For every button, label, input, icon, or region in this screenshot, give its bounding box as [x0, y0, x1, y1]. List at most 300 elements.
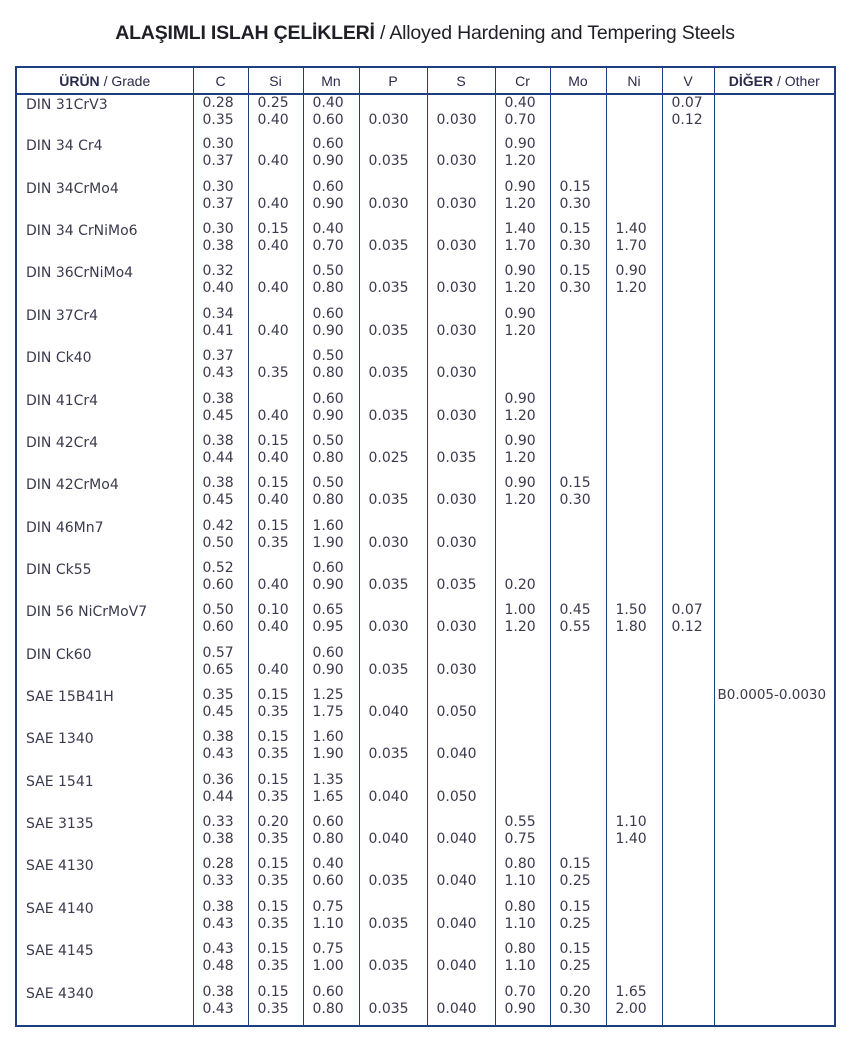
- max-value: 1.20: [504, 153, 536, 170]
- min-value: [672, 645, 714, 662]
- max-value: 1.90: [312, 534, 344, 551]
- ni-cell: [606, 475, 662, 517]
- ni-cell: [606, 899, 662, 941]
- min-value: 0.15: [559, 856, 591, 873]
- min-value: [672, 814, 714, 831]
- min-value: [437, 941, 495, 958]
- min-value: [616, 391, 662, 408]
- max-value: 1.10: [312, 915, 344, 932]
- other-cell: [714, 729, 835, 771]
- min-value: [437, 263, 495, 280]
- grade-cell: SAE 4130: [16, 856, 193, 898]
- min-value: 0.50: [202, 602, 234, 619]
- min-value: [672, 772, 714, 789]
- max-value: [718, 238, 835, 255]
- min-value: 0.80: [504, 856, 536, 873]
- min-value: [369, 348, 427, 365]
- other-cell: [714, 136, 835, 178]
- max-value: [672, 831, 714, 848]
- min-value: 0.40: [312, 856, 344, 873]
- min-value: 0.52: [202, 559, 234, 576]
- max-value: 0.035: [368, 492, 409, 509]
- min-value: 0.38: [202, 475, 234, 492]
- min-value: 0.15: [559, 178, 591, 195]
- min-value: 0.15: [559, 941, 591, 958]
- table-row: [16, 602, 835, 644]
- ni-cell: [606, 518, 662, 560]
- cr-cell: [495, 687, 550, 729]
- c-cell: [193, 984, 248, 1026]
- max-value: 1.20: [504, 195, 536, 212]
- min-value: [258, 263, 303, 280]
- max-value: 0.035: [368, 280, 409, 297]
- grade-cell: SAE 15B41H: [16, 687, 193, 729]
- mn-cell: [303, 475, 359, 517]
- si-cell: [248, 179, 303, 221]
- grade-cell: DIN 42CrMo4: [16, 475, 193, 517]
- p-cell: [359, 602, 427, 644]
- table-row: [16, 687, 835, 729]
- c-cell: [193, 729, 248, 771]
- v-cell: [662, 772, 714, 814]
- mo-cell: [550, 899, 606, 941]
- v-cell: [662, 814, 714, 856]
- grade-cell: DIN 46Mn7: [16, 518, 193, 560]
- min-value: 0.65: [312, 602, 344, 619]
- other-cell: [714, 856, 835, 898]
- min-value: 0.50: [312, 348, 344, 365]
- grade-cell: SAE 4340: [16, 984, 193, 1026]
- min-value: 0.15: [559, 263, 591, 280]
- max-value: 0.030: [436, 238, 477, 255]
- min-value: [672, 941, 714, 958]
- p-cell: [359, 856, 427, 898]
- column-header-v: V: [662, 67, 714, 94]
- max-value: [616, 153, 662, 170]
- max-value: 0.50: [202, 534, 234, 551]
- min-value: [437, 391, 495, 408]
- max-value: 0.40: [257, 449, 289, 466]
- max-value: 0.55: [559, 619, 591, 636]
- v-cell: [662, 899, 714, 941]
- v-cell: [662, 433, 714, 475]
- max-value: [616, 323, 662, 340]
- max-value: 0.035: [368, 407, 409, 424]
- max-value: 0.030: [368, 195, 409, 212]
- max-value: 0.025: [368, 449, 409, 466]
- max-value: 0.90: [312, 153, 344, 170]
- cr-cell: [495, 645, 550, 687]
- min-value: [616, 941, 662, 958]
- other-cell: [714, 433, 835, 475]
- other-cell: [714, 814, 835, 856]
- cr-cell: [495, 348, 550, 390]
- min-value: 0.40: [312, 221, 344, 238]
- v-cell: [662, 475, 714, 517]
- min-value: [616, 645, 662, 662]
- max-value: 1.75: [312, 704, 344, 721]
- table-row: [16, 136, 835, 178]
- other-cell: [714, 263, 835, 305]
- max-value: [718, 1001, 835, 1018]
- s-cell: [427, 560, 495, 602]
- si-cell: [248, 136, 303, 178]
- mn-cell: [303, 306, 359, 348]
- min-value: 0.38: [202, 729, 234, 746]
- min-value: 0.15: [257, 729, 289, 746]
- max-value: 0.030: [436, 661, 477, 678]
- min-value: [672, 729, 714, 746]
- min-value: [437, 729, 495, 746]
- max-value: 0.35: [257, 534, 289, 551]
- cr-cell: [495, 941, 550, 983]
- max-value: [718, 619, 835, 636]
- min-value: B0.0005-0.0030: [717, 687, 827, 704]
- max-value: 0.030: [436, 492, 477, 509]
- grade-cell: DIN Ck55: [16, 560, 193, 602]
- max-value: 0.20: [504, 576, 536, 593]
- min-value: [437, 984, 495, 1001]
- v-cell: [662, 518, 714, 560]
- c-cell: [193, 941, 248, 983]
- v-cell: [662, 136, 714, 178]
- min-value: [672, 687, 714, 704]
- c-cell: [193, 602, 248, 644]
- min-value: [560, 95, 606, 112]
- max-value: [560, 662, 606, 679]
- min-value: [616, 348, 662, 365]
- min-value: 1.40: [504, 221, 536, 238]
- min-value: [369, 814, 427, 831]
- ni-cell: [606, 941, 662, 983]
- max-value: [672, 873, 714, 890]
- min-value: [505, 645, 550, 662]
- min-value: [437, 179, 495, 196]
- min-value: [437, 899, 495, 916]
- s-cell: [427, 306, 495, 348]
- si-cell: [248, 433, 303, 475]
- max-value: 0.12: [671, 112, 703, 128]
- min-value: [616, 475, 662, 492]
- c-cell: [193, 899, 248, 941]
- si-cell: [248, 475, 303, 517]
- max-value: 1.00: [312, 958, 344, 975]
- min-value: 0.15: [559, 221, 591, 238]
- si-cell: [248, 941, 303, 983]
- table-header-row: [16, 67, 835, 94]
- min-value: [718, 475, 835, 492]
- max-value: [505, 535, 550, 552]
- max-value: 0.035: [368, 238, 409, 255]
- si-cell: [248, 602, 303, 644]
- min-value: 0.25: [257, 95, 289, 111]
- min-value: [560, 348, 606, 365]
- min-value: 0.50: [312, 263, 344, 280]
- max-value: [616, 916, 662, 933]
- max-value: [560, 704, 606, 721]
- mo-cell: [550, 518, 606, 560]
- max-value: [560, 112, 606, 129]
- max-value: 0.030: [436, 619, 477, 636]
- mo-cell: [550, 602, 606, 644]
- max-value: 0.30: [559, 1000, 591, 1017]
- min-value: [369, 602, 427, 619]
- table-row: [16, 772, 835, 814]
- min-value: 1.00: [504, 602, 536, 619]
- max-value: 0.80: [312, 831, 344, 848]
- mo-cell: [550, 941, 606, 983]
- min-value: [560, 136, 606, 153]
- min-value: 0.80: [504, 941, 536, 958]
- max-value: 0.37: [202, 153, 234, 170]
- max-value: [616, 704, 662, 721]
- min-value: [505, 687, 550, 704]
- cr-cell: [495, 899, 550, 941]
- ni-cell: [606, 729, 662, 771]
- cr-cell: [495, 433, 550, 475]
- max-value: [560, 535, 606, 552]
- other-cell: [714, 94, 835, 136]
- ni-cell: [606, 814, 662, 856]
- mo-cell: [550, 687, 606, 729]
- max-value: [672, 365, 714, 382]
- p-cell: [359, 814, 427, 856]
- min-value: 1.40: [615, 221, 647, 238]
- other-cell: [714, 687, 835, 729]
- max-value: [672, 196, 714, 213]
- mn-cell: [303, 984, 359, 1026]
- max-value: 0.12: [671, 619, 703, 636]
- min-value: [718, 602, 835, 619]
- mo-cell: [550, 263, 606, 305]
- min-value: [369, 772, 427, 789]
- p-cell: [359, 899, 427, 941]
- max-value: 1.20: [504, 449, 536, 466]
- ni-cell: [606, 602, 662, 644]
- s-cell: [427, 729, 495, 771]
- s-cell: [427, 856, 495, 898]
- max-value: 0.75: [504, 831, 536, 848]
- ni-cell: [606, 433, 662, 475]
- v-cell: [662, 941, 714, 983]
- max-value: 0.40: [202, 280, 234, 297]
- mn-cell: [303, 263, 359, 305]
- max-value: [718, 535, 835, 552]
- mo-cell: [550, 391, 606, 433]
- steel-composition-table: [15, 66, 836, 1027]
- max-value: 0.035: [436, 576, 477, 593]
- min-value: [718, 645, 835, 662]
- max-value: [672, 323, 714, 340]
- v-cell: [662, 391, 714, 433]
- max-value: 1.10: [504, 915, 536, 932]
- min-value: 0.90: [504, 305, 536, 322]
- max-value: 0.80: [312, 365, 344, 382]
- max-value: 0.40: [257, 492, 289, 509]
- max-value: 0.43: [202, 746, 234, 763]
- c-cell: [193, 475, 248, 517]
- min-value: [437, 221, 495, 238]
- cr-cell: [495, 814, 550, 856]
- p-cell: [359, 263, 427, 305]
- max-value: 0.035: [436, 449, 477, 466]
- ni-cell: [606, 306, 662, 348]
- max-value: 0.035: [368, 153, 409, 170]
- max-value: 0.35: [257, 873, 289, 890]
- min-value: [616, 856, 662, 873]
- min-value: [560, 560, 606, 577]
- min-value: 0.40: [504, 95, 536, 111]
- min-value: 0.60: [312, 178, 344, 195]
- max-value: [672, 492, 714, 509]
- max-value: 0.040: [368, 704, 409, 721]
- table-row: [16, 348, 835, 390]
- min-value: [718, 984, 835, 1001]
- max-value: [560, 450, 606, 467]
- min-value: [718, 95, 835, 112]
- max-value: [672, 789, 714, 806]
- min-value: 0.07: [671, 95, 703, 111]
- p-cell: [359, 348, 427, 390]
- table-row: [16, 941, 835, 983]
- max-value: [616, 196, 662, 213]
- min-value: 0.60: [312, 644, 344, 661]
- min-value: [672, 518, 714, 535]
- min-value: [437, 814, 495, 831]
- max-value: 1.70: [615, 238, 647, 255]
- si-cell: [248, 899, 303, 941]
- mn-cell: [303, 560, 359, 602]
- min-value: 0.15: [257, 856, 289, 873]
- min-value: 0.20: [257, 814, 289, 831]
- min-value: [616, 899, 662, 916]
- max-value: 0.040: [368, 831, 409, 848]
- grade-cell: DIN 56 NiCrMoV7: [16, 602, 193, 644]
- max-value: [616, 450, 662, 467]
- min-value: [369, 687, 427, 704]
- min-value: [718, 433, 835, 450]
- v-cell: [662, 984, 714, 1026]
- max-value: 1.10: [504, 958, 536, 975]
- v-cell: [662, 94, 714, 136]
- grade-cell: DIN 34CrMo4: [16, 179, 193, 221]
- max-value: [718, 280, 835, 297]
- max-value: 0.30: [559, 492, 591, 509]
- ni-cell: [606, 348, 662, 390]
- min-value: [672, 899, 714, 916]
- v-cell: [662, 602, 714, 644]
- v-cell: [662, 687, 714, 729]
- max-value: [672, 577, 714, 594]
- max-value: 0.035: [368, 1000, 409, 1017]
- max-value: 0.43: [202, 365, 234, 382]
- other-cell: [714, 475, 835, 517]
- max-value: [560, 789, 606, 806]
- other-cell: [714, 899, 835, 941]
- max-value: [718, 450, 835, 467]
- column-header-ni: Ni: [606, 67, 662, 94]
- min-value: [505, 729, 550, 746]
- min-value: [616, 306, 662, 323]
- cr-cell: [495, 856, 550, 898]
- max-value: [505, 662, 550, 679]
- max-value: [718, 958, 835, 975]
- max-value: 0.40: [257, 661, 289, 678]
- max-value: 0.44: [202, 449, 234, 466]
- max-value: [616, 746, 662, 763]
- min-value: [560, 433, 606, 450]
- min-value: 0.60: [312, 136, 344, 153]
- cr-cell: [495, 263, 550, 305]
- min-value: [505, 518, 550, 535]
- max-value: [718, 323, 835, 340]
- max-value: [718, 365, 835, 382]
- max-value: 0.040: [436, 746, 477, 763]
- max-value: 0.030: [368, 534, 409, 551]
- max-value: 0.050: [436, 704, 477, 721]
- cr-cell: [495, 560, 550, 602]
- min-value: [437, 645, 495, 662]
- min-value: [616, 433, 662, 450]
- min-value: 0.30: [202, 136, 234, 153]
- min-value: 0.36: [202, 771, 234, 788]
- max-value: 1.20: [504, 407, 536, 424]
- min-value: 0.37: [202, 348, 234, 365]
- max-value: 0.40: [257, 576, 289, 593]
- min-value: 0.60: [312, 305, 344, 322]
- p-cell: [359, 560, 427, 602]
- min-value: [437, 433, 495, 450]
- max-value: [718, 112, 835, 129]
- min-value: [718, 518, 835, 535]
- page-title: [0, 22, 850, 45]
- max-value: 1.10: [504, 873, 536, 890]
- max-value: 0.43: [202, 1000, 234, 1017]
- max-value: [616, 789, 662, 806]
- max-value: 0.035: [368, 873, 409, 890]
- min-value: 0.60: [312, 814, 344, 831]
- max-value: [672, 958, 714, 975]
- max-value: 0.38: [202, 238, 234, 255]
- max-value: 0.90: [312, 576, 344, 593]
- min-value: [672, 391, 714, 408]
- other-cell: [714, 221, 835, 263]
- si-cell: [248, 772, 303, 814]
- max-value: [560, 323, 606, 340]
- min-value: 1.35: [312, 771, 344, 788]
- min-value: 0.90: [615, 263, 647, 280]
- mo-cell: [550, 560, 606, 602]
- min-value: [369, 221, 427, 238]
- c-cell: [193, 518, 248, 560]
- cr-cell: [495, 94, 550, 136]
- min-value: [616, 560, 662, 577]
- mo-cell: [550, 221, 606, 263]
- mo-cell: [550, 94, 606, 136]
- min-value: 0.10: [257, 602, 289, 619]
- v-cell: [662, 348, 714, 390]
- min-value: 1.65: [615, 983, 647, 1000]
- c-cell: [193, 687, 248, 729]
- other-cell: [714, 306, 835, 348]
- max-value: 1.90: [312, 746, 344, 763]
- si-cell: [248, 391, 303, 433]
- min-value: [560, 645, 606, 662]
- min-value: [369, 856, 427, 873]
- max-value: 0.030: [436, 195, 477, 212]
- min-value: 0.57: [202, 644, 234, 661]
- max-value: [616, 873, 662, 890]
